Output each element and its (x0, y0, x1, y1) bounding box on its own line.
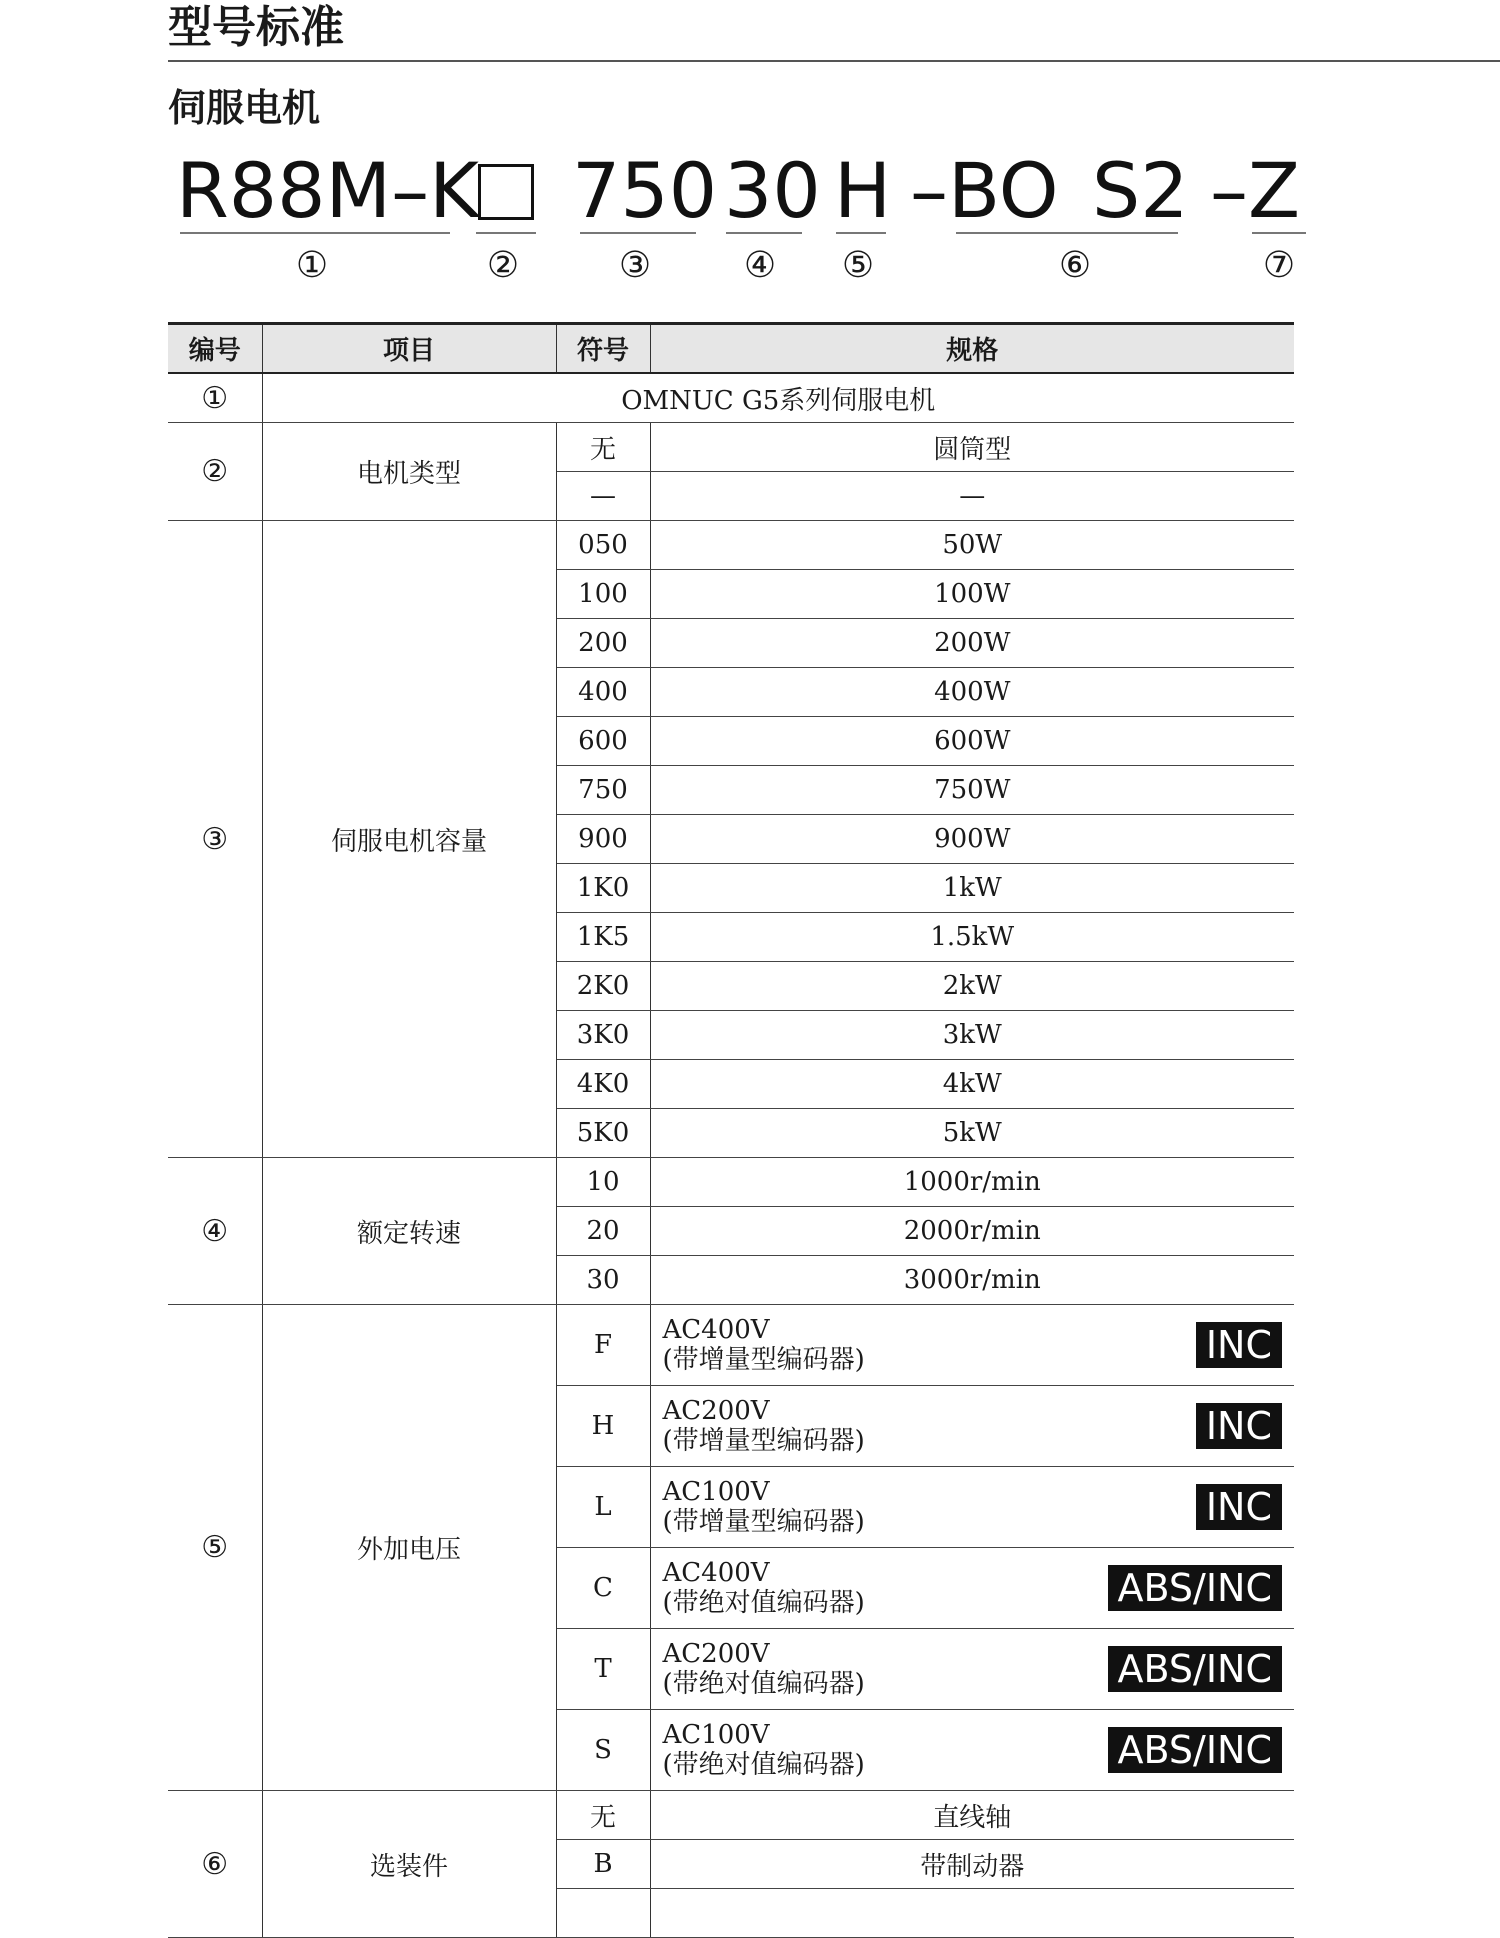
encoder-type: (带增量型编码器) (662, 1507, 865, 1537)
row-symbol: 100 (556, 570, 650, 619)
row-symbol: 4K0 (556, 1060, 650, 1109)
row-spec: 1.5kW (650, 913, 1294, 962)
table-row (168, 423, 1294, 472)
row-spec (650, 1305, 1294, 1386)
code-placeholder-box (478, 164, 534, 220)
row-item: 电机类型 (262, 423, 556, 521)
row-spec: 5kW (650, 1109, 1294, 1158)
header-no: 编号 (168, 324, 262, 374)
header-item: 项目 (262, 324, 556, 374)
row-symbol: 3K0 (556, 1011, 650, 1060)
voltage-value: AC200V (662, 1639, 770, 1669)
row-spec (650, 1467, 1294, 1548)
row-symbol: 5K0 (556, 1109, 650, 1158)
marker-6: ⑥ (1058, 245, 1092, 286)
row-spec: 400W (650, 668, 1294, 717)
row-symbol: 400 (556, 668, 650, 717)
encoder-badge: INC (1196, 1484, 1282, 1530)
code-underline (180, 232, 450, 234)
table-row (168, 521, 1294, 570)
voltage-text (663, 1477, 865, 1537)
row-spec: 3000r/min (650, 1256, 1294, 1305)
row-number: ② (168, 423, 262, 521)
row-spec: 50W (650, 521, 1294, 570)
spec-table (168, 322, 1294, 1938)
row-spec: OMNUC G5系列伺服电机 (262, 373, 1294, 423)
row-spec (650, 1629, 1294, 1710)
row-symbol: 无 (556, 1791, 650, 1840)
encoder-badge: INC (1196, 1403, 1282, 1449)
section-title: 伺服电机 (168, 86, 321, 130)
row-spec: 1kW (650, 864, 1294, 913)
code-seg-speed: 30 (724, 146, 821, 235)
row-spec: 2kW (650, 962, 1294, 1011)
row-symbol: 20 (556, 1207, 650, 1256)
code-seg-option-a: –BO (910, 146, 1059, 235)
row-symbol: 无 (556, 423, 650, 472)
encoder-badge: ABS/INC (1108, 1727, 1283, 1773)
row-symbol: T (556, 1629, 650, 1710)
row-symbol (556, 1889, 650, 1938)
encoder-type: (带增量型编码器) (662, 1345, 865, 1375)
encoder-type: (带绝对值编码器) (662, 1750, 865, 1780)
header-spec: 规格 (650, 324, 1294, 374)
row-spec: 3kW (650, 1011, 1294, 1060)
row-symbol: 600 (556, 717, 650, 766)
code-underline (580, 232, 696, 234)
table-row (168, 373, 1294, 423)
voltage-value: AC100V (662, 1720, 770, 1750)
marker-4: ④ (743, 245, 777, 286)
encoder-badge: INC (1196, 1322, 1282, 1368)
row-symbol: 1K5 (556, 913, 650, 962)
page-heading: 型号标准 (168, 2, 344, 53)
encoder-type: (带绝对值编码器) (662, 1669, 865, 1699)
row-item: 外加电压 (262, 1305, 556, 1791)
code-underline (836, 232, 886, 234)
row-symbol: 1K0 (556, 864, 650, 913)
row-spec: 600W (650, 717, 1294, 766)
voltage-text (663, 1558, 865, 1618)
row-spec: 100W (650, 570, 1294, 619)
row-symbol: 750 (556, 766, 650, 815)
row-spec: 圆筒型 (650, 423, 1294, 472)
voltage-text (663, 1315, 865, 1375)
row-symbol: 30 (556, 1256, 650, 1305)
code-underline (1252, 232, 1306, 234)
table-header-row (168, 324, 1294, 374)
row-symbol: C (556, 1548, 650, 1629)
row-spec: 750W (650, 766, 1294, 815)
header-symbol: 符号 (556, 324, 650, 374)
row-number: ⑥ (168, 1791, 262, 1938)
table-row (168, 1305, 1294, 1386)
row-spec: 直线轴 (650, 1791, 1294, 1840)
row-spec (650, 1548, 1294, 1629)
encoder-type: (带绝对值编码器) (662, 1588, 865, 1618)
row-spec (650, 1889, 1294, 1938)
row-spec (650, 1710, 1294, 1791)
row-symbol: H (556, 1386, 650, 1467)
table-row (168, 1158, 1294, 1207)
voltage-value: AC400V (662, 1558, 770, 1588)
row-symbol: 10 (556, 1158, 650, 1207)
code-seg-capacity: 750 (572, 146, 718, 235)
code-seg-prefix: R88M–K (176, 146, 479, 235)
row-number: ③ (168, 521, 262, 1158)
row-spec: 2000r/min (650, 1207, 1294, 1256)
row-symbol: 200 (556, 619, 650, 668)
encoder-badge: ABS/INC (1108, 1565, 1283, 1611)
row-number: ⑤ (168, 1305, 262, 1791)
row-symbol: — (556, 472, 650, 521)
row-symbol: S (556, 1710, 650, 1791)
marker-3: ③ (618, 245, 652, 286)
row-spec: 4kW (650, 1060, 1294, 1109)
voltage-value: AC100V (662, 1477, 770, 1507)
code-seg-option-b: S2 (1092, 146, 1189, 235)
code-underline (956, 232, 1178, 234)
row-spec (650, 1386, 1294, 1467)
table-row (168, 1791, 1294, 1840)
voltage-text (663, 1720, 865, 1780)
code-underline (476, 232, 536, 234)
marker-2: ② (486, 245, 520, 286)
encoder-type: (带增量型编码器) (662, 1426, 865, 1456)
voltage-text (663, 1396, 865, 1456)
voltage-value: AC400V (662, 1315, 770, 1345)
row-spec: 1000r/min (650, 1158, 1294, 1207)
code-seg-suffix: –Z (1210, 146, 1301, 235)
row-spec: 200W (650, 619, 1294, 668)
marker-7: ⑦ (1262, 245, 1296, 286)
voltage-value: AC200V (662, 1396, 770, 1426)
row-spec: 900W (650, 815, 1294, 864)
row-symbol: F (556, 1305, 650, 1386)
row-spec: — (650, 472, 1294, 521)
row-spec: 带制动器 (650, 1840, 1294, 1889)
row-symbol: 050 (556, 521, 650, 570)
row-number: ① (168, 373, 262, 423)
row-item: 伺服电机容量 (262, 521, 556, 1158)
code-underline (726, 232, 802, 234)
marker-5: ⑤ (841, 245, 875, 286)
voltage-text (663, 1639, 865, 1699)
row-number: ④ (168, 1158, 262, 1305)
marker-1: ① (295, 245, 329, 286)
encoder-badge: ABS/INC (1108, 1646, 1283, 1692)
row-symbol: 2K0 (556, 962, 650, 1011)
row-item: 额定转速 (262, 1158, 556, 1305)
heading-divider (168, 60, 1500, 62)
row-symbol: 900 (556, 815, 650, 864)
row-symbol: L (556, 1467, 650, 1548)
code-seg-voltage: H (834, 146, 892, 235)
row-item: 选装件 (262, 1791, 556, 1938)
row-symbol: B (556, 1840, 650, 1889)
